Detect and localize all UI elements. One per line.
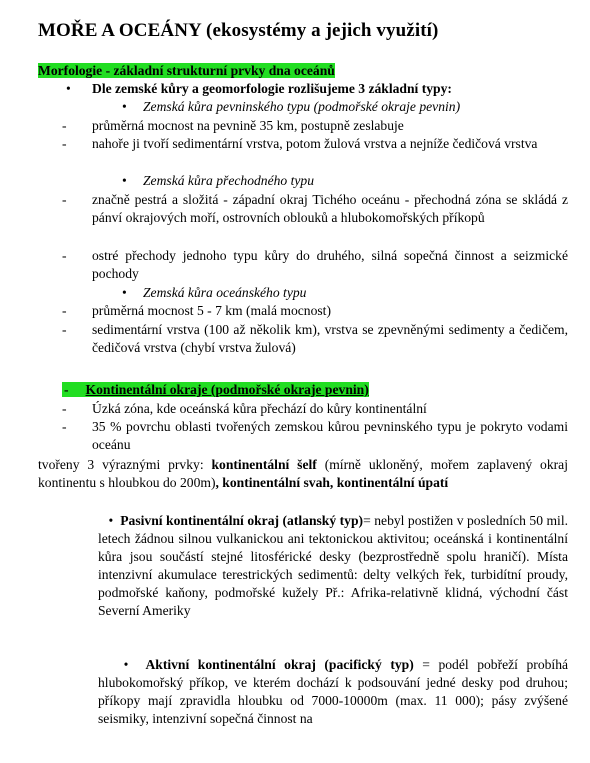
intro-bullet: Dle zemské kůry a geomorfologie rozlišujeme 3 základní typy: [92, 81, 452, 96]
section-heading-highlight: - Kontinentální okraje (podmořské okraje pevnin) [64, 382, 369, 397]
passive-margin-paragraph: • Pasivní kontinentální okraj (atlanský typ)= nebyl postižen v posledních 50 mil. letech žádnou silnou vulkanickou ani tektonickou aktivitou; oceánská i kontinentální kůra jsou součástí stejné litosférické desky (bezprostředně spolu hraničí). Místa intenzivní akumulace terestrických sedimentů: delty velkých řek, turbidítní proudy, podmořské kaňony, podmořské kužely Př.: Afrika-relativně klidná, východní část Severní Ameriky [98, 513, 569, 618]
dash-icon: - [62, 322, 67, 337]
list-item: Úzká zóna, kde oceánská kůra přechází do kůry kontinentální [92, 401, 427, 416]
type3-label: Zemská kůra oceánského typu [143, 285, 307, 300]
document-title: MOŘE A OCEÁNY (ekosystémy a jejich využití) [38, 20, 439, 41]
dash-icon: - [62, 248, 67, 263]
dash-icon: - [62, 419, 67, 434]
list-item: ostré přechody jednoho typu kůry do druhého, silná sopečná činnost a seizmické pochody [92, 248, 568, 281]
list-item: průměrná mocnost na pevnině 35 km, postupně zeslabuje [92, 118, 404, 133]
dash-icon: - [62, 192, 67, 207]
dash-icon: - [62, 303, 67, 318]
dash-icon: - [62, 118, 67, 133]
section-heading-kontinentalni-okraje [62, 381, 369, 399]
list-item: značně pestrá a složitá - západní okraj Tichého oceánu - přechodná zóna se skládá z pánví okrajových moří, ostrovních oblouků a hlubokomořských příkopů [92, 192, 568, 225]
bullet-icon: • [123, 657, 129, 672]
bullet-icon: • [122, 99, 127, 114]
bullet-icon: • [108, 513, 114, 528]
list-item: 35 % povrchu oblasti tvořených zemskou kůrou pevninského typu je pokryto vodami oceánu [92, 419, 568, 452]
list-item: sedimentární vrstva (100 až několik km), vrstva se zpevněnými sedimenty a čedičem, čedičová vrstva (chybí vrstva žulová) [92, 322, 568, 355]
active-margin-paragraph: • Aktivní kontinentální okraj (pacifický typ) = podél pobřeží probíhá hlubokomořský příkop, ve kterém dochází k podsouvání jedné desky pod druhou; příkopy mají zpravidla hloubku od 7000-10000m (max. 11 000); pásy zvýšené seismiky, intenzivní sopečná činnost na [98, 657, 569, 726]
bullet-icon: • [66, 81, 71, 96]
list-item: nahoře ji tvoří sedimentární vrstva, potom žulová vrstva a nejníže čedičová vrstva [92, 136, 538, 151]
bullet-icon: • [122, 173, 127, 188]
dash-icon: - [62, 136, 67, 151]
bullet-icon: • [122, 285, 127, 300]
formed-by-paragraph: tvořeny 3 výraznými prvky: kontinentální šelf (mírně ukloněný, mořem zaplavený okraj kontinentu s hloubkou do 200m), kontinentální svah, kontinentální úpatí [38, 457, 568, 490]
dash-icon: - [62, 401, 67, 416]
section-heading-morfologie: Morfologie - základní strukturní prvky dna oceánů [38, 63, 335, 78]
type2-label: Zemská kůra přechodného typu [143, 173, 315, 188]
list-item: průměrná mocnost 5 - 7 km (malá mocnost) [92, 303, 331, 318]
type1-label: Zemská kůra pevninského typu (podmořské okraje pevnin) [143, 99, 461, 114]
